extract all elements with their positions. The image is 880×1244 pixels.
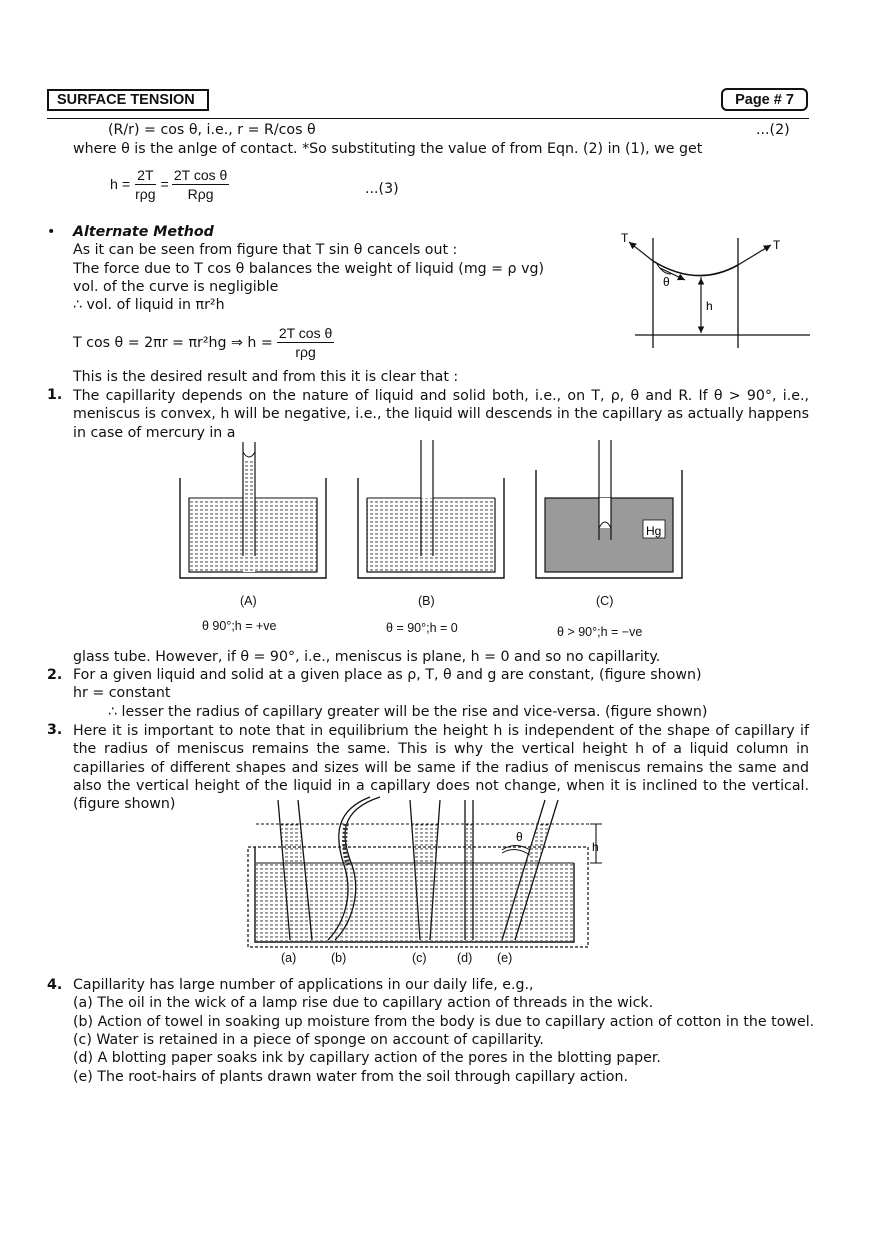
- eq2-tag: ...(2): [756, 122, 790, 138]
- alt-eq-fraction: [277, 324, 334, 361]
- eq3-f1-num: 2T: [137, 167, 154, 183]
- application-b: (b) Action of towel in soaking up moisture from the body is due to capillary action of cotton in the towel.: [73, 1014, 815, 1030]
- alt-line-2: The force due to T cos θ balances the weight of liquid (mg = ρ vg): [73, 261, 545, 277]
- alt-line-3: vol. of the curve is negligible: [73, 279, 279, 295]
- application-e: (e) The root-hairs of plants drawn water from the soil through capillary action.: [73, 1069, 628, 1085]
- eq3-f1-den: rρg: [135, 186, 156, 202]
- header-rule: [47, 118, 809, 119]
- fig3-label-b: (b): [331, 951, 347, 965]
- tension-arrow-right: [738, 245, 771, 265]
- label-theta: θ: [663, 275, 670, 289]
- condition-C: θ > 90°;h = −ve: [557, 625, 643, 639]
- eq3-f2-num: 2T cos θ: [173, 167, 228, 183]
- hg-label: Hg: [646, 524, 662, 538]
- application-d: (d) A blotting paper soaks ink by capillary action of the pores in the blotting paper.: [73, 1050, 661, 1066]
- application-a: (a) The oil in the wick of a lamp rise due to capillary action of threads in the wick.: [73, 995, 654, 1011]
- item-2-number: 2.: [47, 667, 63, 683]
- eq3-fraction-1: [133, 166, 157, 203]
- item-2-line-1: For a given liquid and solid at a given place as ρ, T, θ and g are constant, (figure shown): [73, 667, 702, 683]
- chapter-title: SURFACE TENSION: [57, 92, 195, 108]
- item-4-number: 4.: [47, 977, 63, 993]
- alt-eq-num: 2T cos θ: [278, 325, 333, 341]
- vessel-C: [536, 440, 682, 578]
- label-T-left: T: [621, 231, 629, 245]
- label-C: (C): [596, 594, 614, 608]
- bullet: •: [47, 224, 56, 240]
- condition-B: θ = 90°;h = 0: [386, 621, 458, 635]
- condition-A: θ 90°;h = +ve: [202, 619, 277, 633]
- fig3-label-a: (a): [281, 951, 297, 965]
- item-1-number: 1.: [47, 387, 63, 403]
- alt-line-1: As it can be seen from figure that T sin θ cancels out :: [73, 242, 458, 258]
- label-h: h: [706, 299, 713, 313]
- where-line: where θ is the anlge of contact. *So substituting the value of from Eqn. (2) in (1), we get: [73, 141, 703, 157]
- eq3-f2-den: Rρg: [187, 186, 214, 202]
- meniscus-curve: [653, 261, 738, 276]
- page-number-box: [721, 88, 808, 111]
- page-number: Page # 7: [735, 91, 794, 108]
- label-T-right: T: [773, 238, 781, 252]
- capillary-shapes-figure: [240, 795, 610, 955]
- alternate-method-heading: Alternate Method: [73, 224, 214, 240]
- fig3-theta: θ: [516, 830, 523, 844]
- alt-eq-lhs: T cos θ = 2πr = πr²hg ⇒ h =: [73, 334, 273, 351]
- alt-line-4: ∴ vol. of liquid in πr²h: [73, 297, 225, 313]
- item-3-text: Here it is important to note that in equilibrium the height h is independent of the shape of capillary if the radius of meniscus remains the same. This is why the vertical height h of a liquid column in capillaries of different shapes and sizes will be same if the radius of meniscus remains the same and also the vertical height of the liquid in a capillary does not change, when it is inclined to the vertical. (figure shown): [73, 723, 809, 813]
- eq3-fraction-2: [172, 166, 229, 203]
- fig3-label-c: (c): [412, 951, 427, 965]
- item-2-line-3: ∴ lesser the radius of capillary greater will be the rise and vice-versa. (figure shown): [108, 704, 708, 720]
- fig3-label-e: (e): [497, 951, 513, 965]
- eq3-tag: ...(3): [365, 181, 399, 197]
- fig3-label-d: (d): [457, 951, 473, 965]
- vessel-A: [180, 442, 326, 578]
- item-1-continued: glass tube. However, if θ = 90°, i.e., meniscus is plane, h = 0 and so no capillarity.: [73, 649, 661, 665]
- eq3-lhs: h =: [110, 176, 131, 193]
- item-3-number: 3.: [47, 722, 63, 738]
- application-c: (c) Water is retained in a piece of sponge on account of capillarity.: [73, 1032, 544, 1048]
- fig3-h: h: [592, 840, 599, 854]
- item-1-text: The capillarity depends on the nature of liquid and solid both, i.e., on T, ρ, θ and R. If θ > 90°, i.e., meniscus is convex, h will be negative, i.e., the liquid will descends in the capillary as actually happens in case of mercury in a: [73, 388, 809, 441]
- eq3-equals: =: [160, 176, 169, 193]
- chapter-title-box: [47, 89, 209, 111]
- tension-arrow-left: [629, 242, 653, 261]
- eq2-line: (R/r) = cos θ, i.e., r = R/cos θ: [108, 122, 316, 138]
- capillary-comparison-figure: [170, 440, 700, 585]
- item-4-intro: Capillarity has large number of applications in our daily life, e.g.,: [73, 977, 534, 993]
- meniscus-force-diagram: [605, 228, 815, 353]
- alt-result: This is the desired result and from this it is clear that :: [73, 369, 459, 385]
- label-B: (B): [418, 594, 435, 608]
- alt-equation: [73, 324, 334, 361]
- label-A: (A): [240, 594, 257, 608]
- item-2-line-2: hr = constant: [73, 685, 171, 701]
- equation-3: [110, 166, 229, 203]
- vessel-B: [358, 440, 504, 578]
- alt-eq-den: rρg: [295, 344, 316, 360]
